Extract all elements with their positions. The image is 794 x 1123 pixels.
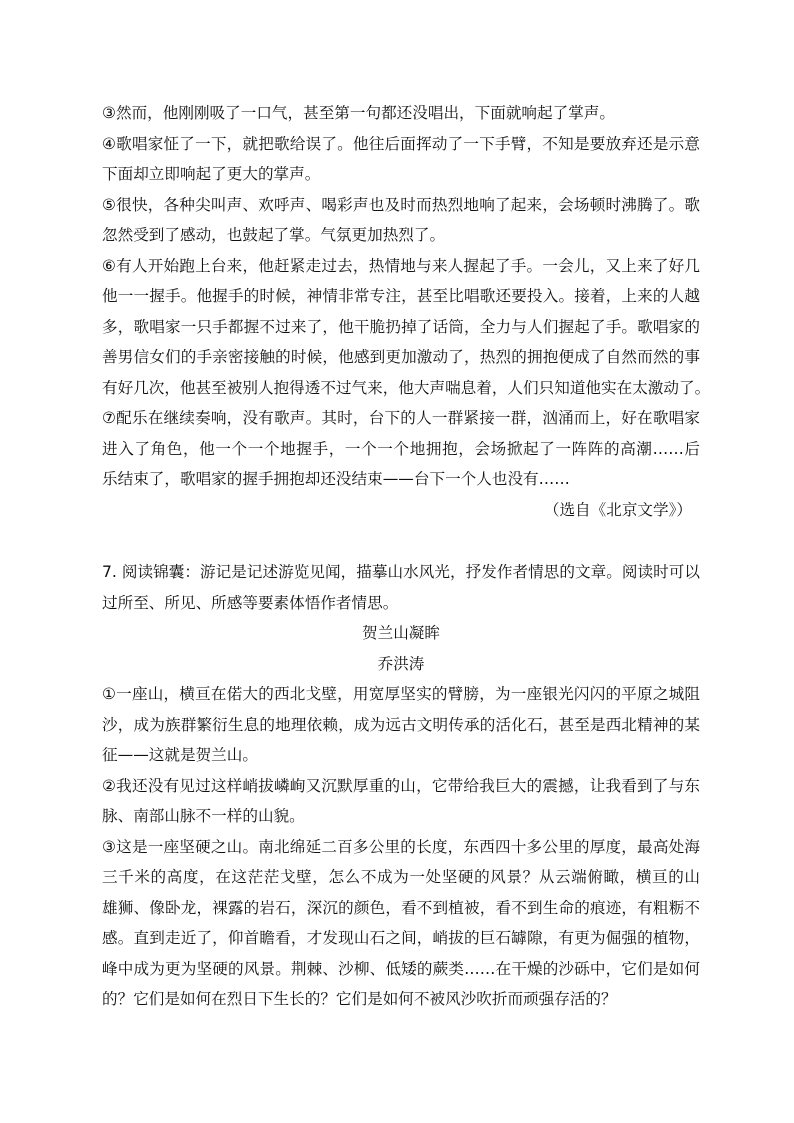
- page-content: [102, 98, 711, 1015]
- story-para-4-line-1: ④歌唱家怔了一下，就把歌给误了。他往后面挥动了一下手臂，不知是要放弃还是示意: [102, 134, 700, 153]
- question-7-intro-line-2: 过所至、所见、所感等要素体悟作者情思。: [102, 593, 399, 612]
- story-source: （选自《北京文学》）: [543, 500, 692, 519]
- story-para-5-line-2: 忽然受到了感动，也鼓起了掌。气氛更加热烈了。: [102, 226, 446, 244]
- essay-para-3-line-2: 三千米的高度，在这茫茫戈壁，怎么不成为一处坚硬的风景？从云端俯瞰，横亘的山: [102, 868, 700, 886]
- story-para-6-line-1: ⑥有人开始跑上台来，他赶紧走过去，热情地与来人握起了手。一会儿，又上来了好几: [102, 256, 700, 275]
- essay-title: 贺兰山凝眸: [362, 624, 440, 642]
- essay-para-3-line-6: 的？它们是如何在烈日下生长的？它们是如何不被风沙吹折而顽强存活的？: [102, 990, 617, 1008]
- essay-para-3-line-3: 雄狮、像卧龙，裸露的岩石，深沉的颜色，看不到植被，看不到生命的痕迹，有粗粝不: [102, 898, 700, 917]
- essay-para-1-line-3: 征——这就是贺兰山。: [102, 746, 258, 764]
- story-para-6-line-2: 他一一握手。他握手的时候，神情非常专注，甚至比唱歌还要投入。接着，上来的人越: [102, 287, 700, 305]
- story-para-3-line-1: ③然而，他刚刚吸了一口气，甚至第一句都还没唱出，下面就响起了掌声。: [102, 104, 615, 122]
- essay-para-2-line-2: 脉、南部山脉不一样的山貌。: [102, 807, 305, 825]
- essay-para-3-line-5: 峰中成为更为坚硬的风景。荆棘、沙柳、低矮的蕨类……在干燥的沙砾中，它们是如何: [102, 959, 700, 978]
- story-para-5-line-1: ⑤很快，各种尖叫声、欢呼声、喝彩声也及时而热烈地响了起来，会场顿时沸腾了。歌: [102, 195, 700, 214]
- section-gap: [102, 525, 700, 557]
- story-para-6-line-3: 多，歌唱家一只手都握不过来了，他干脆扔掉了话筒，全力与人们握起了手。歌唱家的: [102, 317, 700, 336]
- essay-para-2-line-1: ②我还没有见过这样峭拔嶙峋又沉默厚重的山，它带给我巨大的震撼，让我看到了与东: [102, 776, 700, 795]
- essay-author: 乔洪涛: [377, 654, 425, 673]
- story-para-7-line-3: 乐结束了，歌唱家的握手拥抱却还没结束——台下一个人也没有……: [102, 470, 570, 488]
- essay-para-3-line-4: 感。直到走近了，仰首瞻看，才发现山石之间，峭拔的巨石罅隙，有更为倔强的植物，: [102, 929, 700, 947]
- essay-para-1-line-1: ①一座山，横亘在偌大的西北戈壁，用宽厚坚实的臂膀，为一座银光闪闪的平原之城阻: [102, 685, 700, 703]
- story-para-7-line-2: 进入了角色，他一个一个地握手，一个一个地拥抱，会场掀起了一阵阵的高潮……后: [102, 439, 700, 458]
- essay-para-3-line-1: ③这是一座坚硬之山。南北绵延二百多公里的长度，东西四十多公里的厚度，最高处海: [102, 837, 700, 856]
- question-7-intro-line-1: 7. 阅读锦囊：游记是记述游览见闻，描摹山水风光，抒发作者情思的文章。阅读时可以: [102, 563, 700, 581]
- essay-para-1-line-2: 沙，成为族群繁衍生息的地理依赖，成为远古文明传承的活化石，甚至是西北精神的某: [102, 715, 700, 734]
- story-para-6-line-5: 有好几次，他甚至被别人抱得透不过气来，他大声喘息着，人们只知道他实在太激动了。: [102, 378, 711, 397]
- story-para-7-line-1: ⑦配乐在继续奏响，没有歌声。其时，台下的人一群紧接一群，汹涌而上，好在歌唱家: [102, 409, 700, 427]
- story-para-4-line-2: 下面却立即响起了更大的掌声。: [102, 165, 321, 183]
- story-para-6-line-4: 善男信女们的手亲密接触的时候，他感到更加激动了，热烈的拥抱便成了自然而然的事: [102, 348, 700, 366]
